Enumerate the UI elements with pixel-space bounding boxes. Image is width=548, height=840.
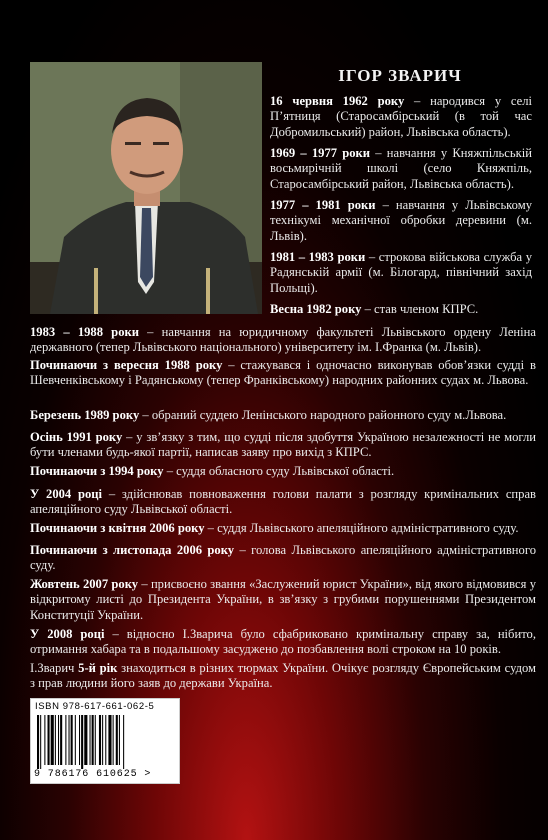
bio-entry-internship <box>30 358 536 389</box>
entry-text: – стажувався і одночасно виконував обов’язки судді в Шевченківському і Радянському (тепер Франківському) народних районних судах м. Львова. <box>30 358 536 388</box>
entry-text: – став членом КПРС. <box>361 302 479 316</box>
entry-text: – суддя обласного суду Львівської області. <box>163 464 395 478</box>
isbn-barcode-block <box>30 698 180 784</box>
entry-date: 1981 – 1983 роки <box>270 250 366 264</box>
bio-entry-2007 <box>30 577 536 623</box>
entry-text: – навчання у Львівському технікумі механічної обробки деревини (м. Львів). <box>270 198 532 243</box>
entry-date: Весна 1982 року <box>270 302 362 316</box>
entry-date: Починаючи з листопада 2006 року <box>30 543 235 557</box>
bio-entry-2008 <box>30 627 536 658</box>
entry-text: – присвоєно звання «Заслужений юрист України», від якого відмовився у відкритому листі до Президента України, в зв’язку з грубими порушеннями Президентом Конституції України. <box>30 577 536 622</box>
entry-date: 1969 – 1977 роки <box>270 146 371 160</box>
entry-date: 1977 – 1981 роки <box>270 198 376 212</box>
bio-entry-birth <box>270 94 532 140</box>
bio-entry-april-2006 <box>30 521 536 536</box>
entry-text: – у зв’язку з тим, що судді після здобуття Україною незалежності не могли бути членами будь-якої партії, написав заяву про вихід з КПРС. <box>30 430 536 460</box>
entry-text: – навчання на юридичному факультеті Львівського ордену Леніна державного (тепер Львівського національного) університету ім. І.Франка (м. Львів). <box>30 325 536 355</box>
bio-entry-prison <box>30 661 536 692</box>
entry-date: 16 червня 1962 року <box>270 94 405 108</box>
bio-entry-school <box>270 146 532 192</box>
page-title: ІГОР ЗВАРИЧ <box>338 66 462 85</box>
bio-entry-judge-1989 <box>30 408 536 423</box>
entry-text: знаходиться в різних тюрмах України. Очікує розгляду Європейським судом з прав людини його заяв до держави Україна. <box>30 661 537 691</box>
bio-entry-2004 <box>30 487 536 518</box>
entry-text: – народився у селі П’ятниця (Старосамбірський (в той час Добромильський) район, Львівська область). <box>270 94 532 139</box>
entry-date: Осінь 1991 року <box>30 430 123 444</box>
entry-text: – здійснював повноваження голови палати з розгляду кримінальних справ апеляційного суду Львівської області. <box>30 487 536 517</box>
entry-text: – строкова військова служба у Радянській армії (м. Білогард, північний захід Польщі). <box>270 250 532 295</box>
bio-entry-army <box>270 250 532 296</box>
entry-date: 5-й рік <box>78 661 118 675</box>
isbn-number: ISBN 978-617-661-062-5 <box>35 701 155 712</box>
bio-entry-party <box>270 302 532 317</box>
entry-text: – навчання у Княжпільській восьмирічній школі (село Княжпіль, Старосамбірський район, Львівська область). <box>270 146 532 191</box>
author-photo <box>30 62 262 314</box>
bio-entry-1991 <box>30 430 536 461</box>
entry-date: У 2008 році <box>30 627 105 641</box>
entry-date: Починаючи з квітня 2006 року <box>30 521 205 535</box>
entry-date: У 2004 році <box>30 487 103 501</box>
barcode-digits: 9 786176 610625 > <box>34 769 152 780</box>
entry-text: – суддя Львівського апеляційного адміністративного суду. <box>204 521 519 535</box>
bio-entry-university <box>30 325 536 356</box>
entry-date: Березень 1989 року <box>30 408 140 422</box>
entry-text: – голова Львівського апеляційного адміністративного суду. <box>30 543 536 573</box>
entry-date: Починаючи з вересня 1988 року <box>30 358 223 372</box>
bio-entry-technikum <box>270 198 532 244</box>
entry-prefix: І.Зварич <box>30 661 79 675</box>
bio-entry-1994 <box>30 464 536 479</box>
entry-text: – обраний суддею Ленінського народного районного суду м.Львова. <box>139 408 507 422</box>
bio-entry-november-2006 <box>30 543 536 574</box>
entry-date: Починаючи з 1994 року <box>30 464 164 478</box>
entry-text: – відносно І.Зварича було сфабриковано кримінальну справу за, нібито, отримання хабара та в подальшому засуджено до позбавлення волі строком на 10 років. <box>30 627 536 657</box>
entry-date: Жовтень 2007 року <box>30 577 139 591</box>
entry-date: 1983 – 1988 роки <box>30 325 139 339</box>
barcode-icon <box>35 715 173 769</box>
